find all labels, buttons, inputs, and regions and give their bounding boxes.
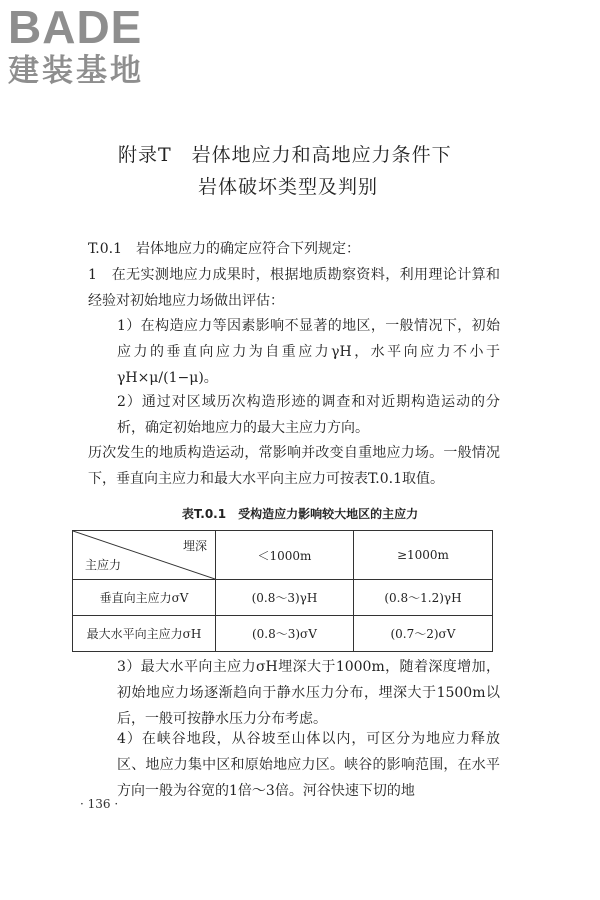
header-stress-label: 主应力 [85,558,122,572]
clause-t01: T.0.1 岩体地应力的确定应符合下列规定： [88,241,360,257]
table-cell: (0.8～3)γH [216,580,354,616]
appendix-title-line2: 岩体破坏类型及判别 [198,176,379,198]
appendix-title-line1: 附录T 岩体地应力和高地应力条件下 [118,144,452,166]
table-cell: (0.8～3)σV [216,616,354,652]
sub-item-4: 4）在峡谷地段，从谷坡至山体以内，可区分为地应力释放区、地应力集中区和原始地应力区。峡谷的影响范围，在水平方向一般为谷宽的1倍～3倍。河谷快速下切的地 [117,731,500,799]
table-cell: (0.7～2)σV [353,616,492,652]
logo [8,2,144,90]
sub-item-1: 1）在构造应力等因素影响不显著的地区，一般情况下，初始应力的垂直向应力为自重应力γH，水平向应力不小于γH×μ/(1−μ)。 [117,318,500,386]
logo-wordmark: BADE [8,1,143,53]
table-cell: (0.8～1.2)γH [353,580,492,616]
row-label: 最大水平向主应力σH [73,616,216,652]
header-col-shallow: ＜1000m [216,531,354,580]
table-corner-cell [73,531,216,580]
header-depth-label: 埋深 [182,539,207,553]
stress-table [72,530,493,652]
logo-subtitle: 建装基地 [8,53,144,89]
page-number: · 136 · [80,797,119,811]
table-row [73,616,493,652]
clause-item-1: 1 在无实测地应力成果时，根据地质勘察资料，利用理论计算和经验对初始地应力场做出评估： [88,267,500,309]
sub-item-2: 2）通过对区域历次构造形迹的调查和对近期构造运动的分析，确定初始地应力的最大主应力方向。 [117,394,500,436]
table-row [73,580,493,616]
header-col-deep: ≥1000m [353,531,492,580]
table-caption: 表T.0.1 受构造应力影响较大地区的主应力 [181,507,419,521]
row-label: 垂直向主应力σV [73,580,216,616]
history-paragraph: 历次发生的地质构造运动，常影响并改变自重地应力场。一般情况下，垂直向主应力和最大水平向主应力可按表T.0.1取值。 [88,445,500,487]
sub-item-3: 3）最大水平向主应力σH埋深大于1000m，随着深度增加，初始地应力场逐渐趋向于静水压力分布，埋深大于1500m以后，一般可按静水压力分布考虑。 [117,659,500,727]
